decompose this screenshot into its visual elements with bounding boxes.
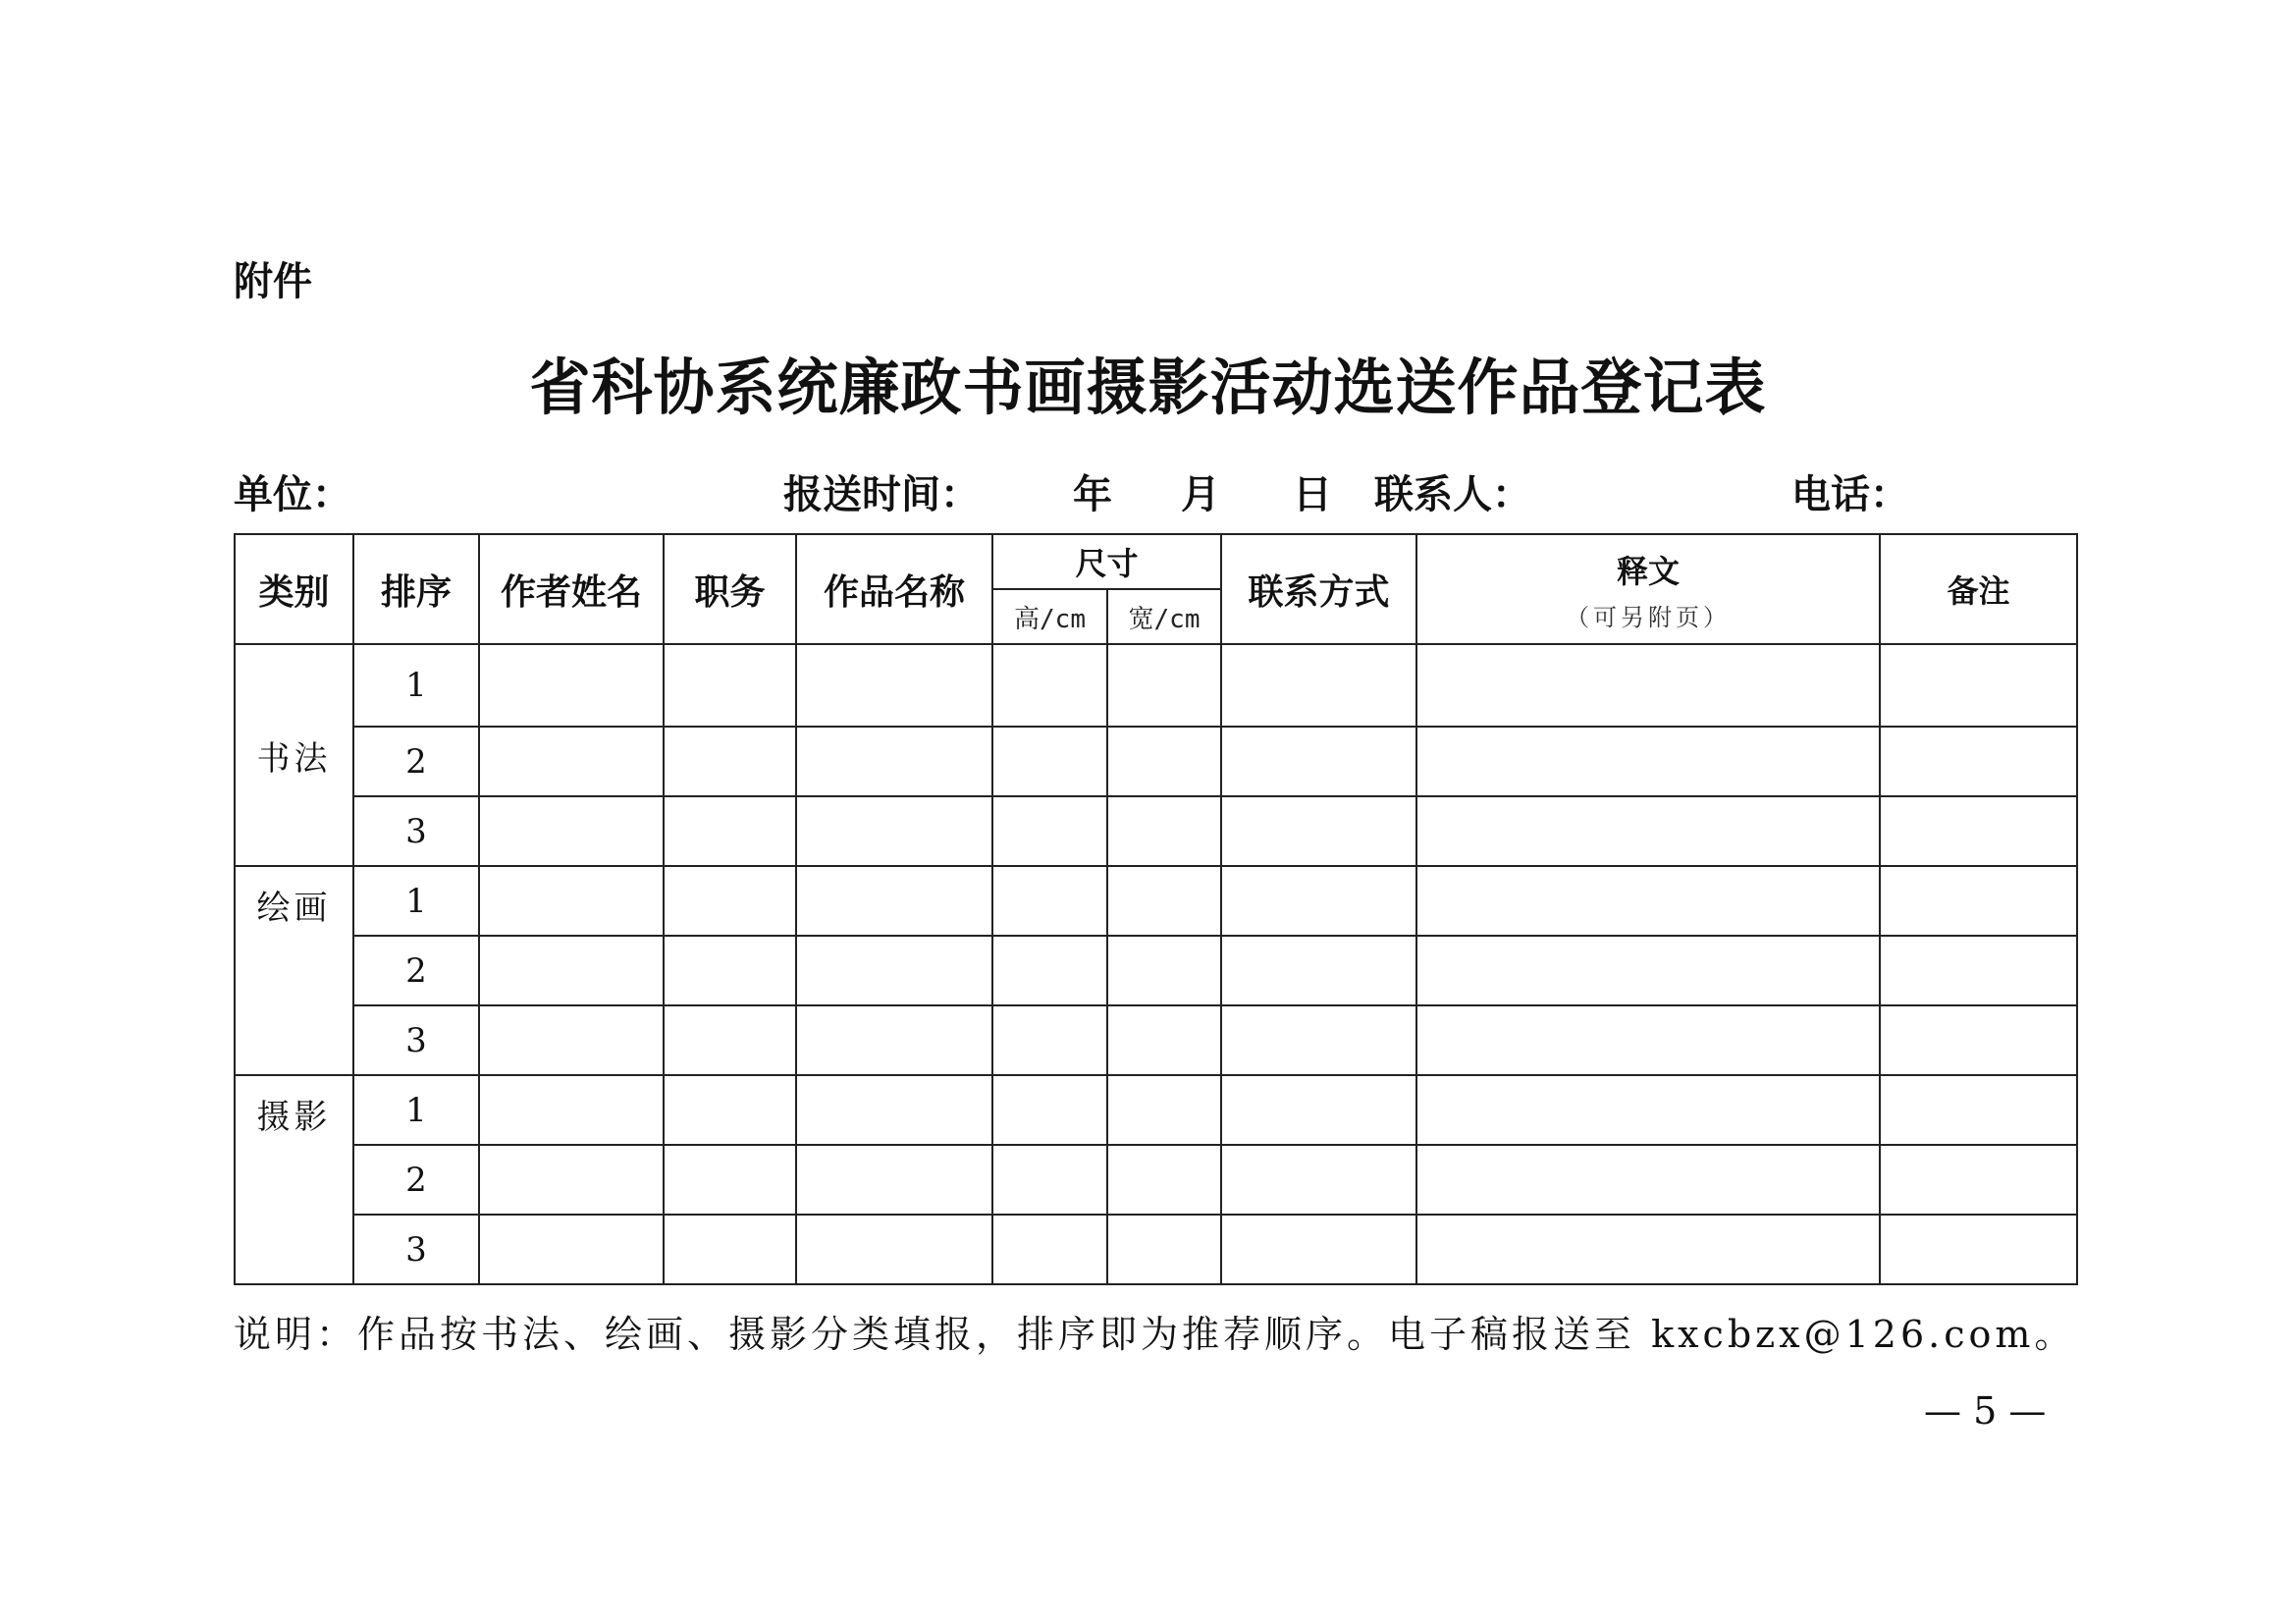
order-cell: 2 [353, 1145, 479, 1215]
transcript-cell[interactable] [1416, 936, 1880, 1005]
remark-cell[interactable] [1880, 866, 2077, 936]
author-cell[interactable] [479, 866, 664, 936]
remark-cell[interactable] [1880, 796, 2077, 866]
table-row [235, 1075, 2077, 1145]
year-label: 年 [1073, 472, 1112, 517]
transcript-cell[interactable] [1416, 866, 1880, 936]
order-cell: 1 [353, 1075, 479, 1145]
author-cell[interactable] [479, 1005, 664, 1075]
width-cell[interactable] [1107, 1145, 1221, 1215]
author-cell[interactable] [479, 644, 664, 727]
work-name-cell[interactable] [796, 866, 992, 936]
order-cell: 3 [353, 1215, 479, 1284]
header-order: 排序 [353, 534, 479, 644]
contact-cell[interactable] [1221, 644, 1416, 727]
day-label: 日 [1293, 472, 1332, 517]
remark-cell[interactable] [1880, 1075, 2077, 1145]
header-author: 作者姓名 [479, 534, 664, 644]
height-cell[interactable] [992, 1215, 1107, 1284]
contact-cell[interactable] [1221, 796, 1416, 866]
position-cell[interactable] [664, 1005, 796, 1075]
header-transcript-note: （可另附页） [1566, 603, 1732, 631]
order-cell: 3 [353, 1005, 479, 1075]
footnote: 说明：作品按书法、绘画、摄影分类填报，排序即为推荐顺序。电子稿报送至 kxcbzx@126.com。 [234, 1313, 2076, 1356]
contact-cell[interactable] [1221, 1075, 1416, 1145]
order-cell: 2 [353, 727, 479, 796]
width-cell[interactable] [1107, 936, 1221, 1005]
author-cell[interactable] [479, 1075, 664, 1145]
width-cell[interactable] [1107, 796, 1221, 866]
author-cell[interactable] [479, 1215, 664, 1284]
position-cell[interactable] [664, 936, 796, 1005]
table-row [235, 1005, 2077, 1075]
registration-table [234, 533, 2078, 1285]
month-label: 月 [1181, 472, 1220, 517]
width-cell[interactable] [1107, 1075, 1221, 1145]
header-category: 类别 [235, 534, 353, 644]
header-transcript-label: 释文 [1617, 552, 1681, 590]
position-cell[interactable] [664, 1075, 796, 1145]
header-row [235, 534, 2077, 589]
work-name-cell[interactable] [796, 1075, 992, 1145]
category-cell-calligraphy: 书法 [235, 644, 353, 866]
order-cell: 1 [353, 644, 479, 727]
width-cell[interactable] [1107, 1005, 1221, 1075]
height-cell[interactable] [992, 1075, 1107, 1145]
position-cell[interactable] [664, 1215, 796, 1284]
attachment-label: 附件 [234, 259, 312, 304]
height-cell[interactable] [992, 644, 1107, 727]
width-cell[interactable] [1107, 866, 1221, 936]
work-name-cell[interactable] [796, 1005, 992, 1075]
remark-cell[interactable] [1880, 644, 2077, 727]
height-cell[interactable] [992, 727, 1107, 796]
transcript-cell[interactable] [1416, 644, 1880, 727]
transcript-cell[interactable] [1416, 1075, 1880, 1145]
contact-person-label: 联系人： [1374, 472, 1531, 517]
order-cell: 1 [353, 866, 479, 936]
phone-label: 电话： [1791, 472, 1909, 517]
height-cell[interactable] [992, 936, 1107, 1005]
position-cell[interactable] [664, 727, 796, 796]
transcript-cell[interactable] [1416, 796, 1880, 866]
table-row [235, 727, 2077, 796]
unit-label: 单位： [234, 472, 351, 517]
contact-cell[interactable] [1221, 936, 1416, 1005]
height-cell[interactable] [992, 1145, 1107, 1215]
remark-cell[interactable] [1880, 1145, 2077, 1215]
header-transcript [1416, 534, 1880, 644]
header-position: 职务 [664, 534, 796, 644]
transcript-cell[interactable] [1416, 727, 1880, 796]
transcript-cell[interactable] [1416, 1215, 1880, 1284]
table-row [235, 796, 2077, 866]
category-cell-photography: 摄影 [235, 1075, 353, 1284]
contact-cell[interactable] [1221, 1005, 1416, 1075]
table-row [235, 1145, 2077, 1215]
position-cell[interactable] [664, 1145, 796, 1215]
page-number: — 5 — [1924, 1389, 2047, 1433]
width-cell[interactable] [1107, 727, 1221, 796]
contact-cell[interactable] [1221, 866, 1416, 936]
header-size: 尺寸 [992, 534, 1221, 589]
transcript-cell[interactable] [1416, 1145, 1880, 1215]
table-row [235, 1215, 2077, 1284]
position-cell[interactable] [664, 796, 796, 866]
transcript-cell[interactable] [1416, 1005, 1880, 1075]
work-name-cell[interactable] [796, 1215, 992, 1284]
header-width: 宽/cm [1107, 589, 1221, 644]
remark-cell[interactable] [1880, 1005, 2077, 1075]
header-work-name: 作品名称 [796, 534, 992, 644]
header-contact: 联系方式 [1221, 534, 1416, 644]
remark-cell[interactable] [1880, 936, 2077, 1005]
table-row [235, 644, 2077, 727]
page-title: 省科协系统廉政书画摄影活动选送作品登记表 [529, 352, 1767, 423]
contact-cell[interactable] [1221, 727, 1416, 796]
height-cell[interactable] [992, 1005, 1107, 1075]
submit-time-label: 报送时间： [783, 472, 980, 517]
position-cell[interactable] [664, 866, 796, 936]
work-name-cell[interactable] [796, 727, 992, 796]
remark-cell[interactable] [1880, 1215, 2077, 1284]
work-name-cell[interactable] [796, 644, 992, 727]
order-cell: 3 [353, 796, 479, 866]
author-cell[interactable] [479, 796, 664, 866]
work-name-cell[interactable] [796, 936, 992, 1005]
width-cell[interactable] [1107, 1215, 1221, 1284]
work-name-cell[interactable] [796, 796, 992, 866]
work-name-cell[interactable] [796, 1145, 992, 1215]
height-cell[interactable] [992, 866, 1107, 936]
author-cell[interactable] [479, 727, 664, 796]
order-cell: 2 [353, 936, 479, 1005]
contact-cell[interactable] [1221, 1215, 1416, 1284]
table-row [235, 936, 2077, 1005]
width-cell[interactable] [1107, 644, 1221, 727]
category-cell-painting: 绘画 [235, 866, 353, 1075]
header-height: 高/cm [992, 589, 1107, 644]
height-cell[interactable] [992, 796, 1107, 866]
table-row [235, 866, 2077, 936]
remark-cell[interactable] [1880, 727, 2077, 796]
contact-cell[interactable] [1221, 1145, 1416, 1215]
author-cell[interactable] [479, 936, 664, 1005]
header-remark: 备注 [1880, 534, 2077, 644]
author-cell[interactable] [479, 1145, 664, 1215]
position-cell[interactable] [664, 644, 796, 727]
